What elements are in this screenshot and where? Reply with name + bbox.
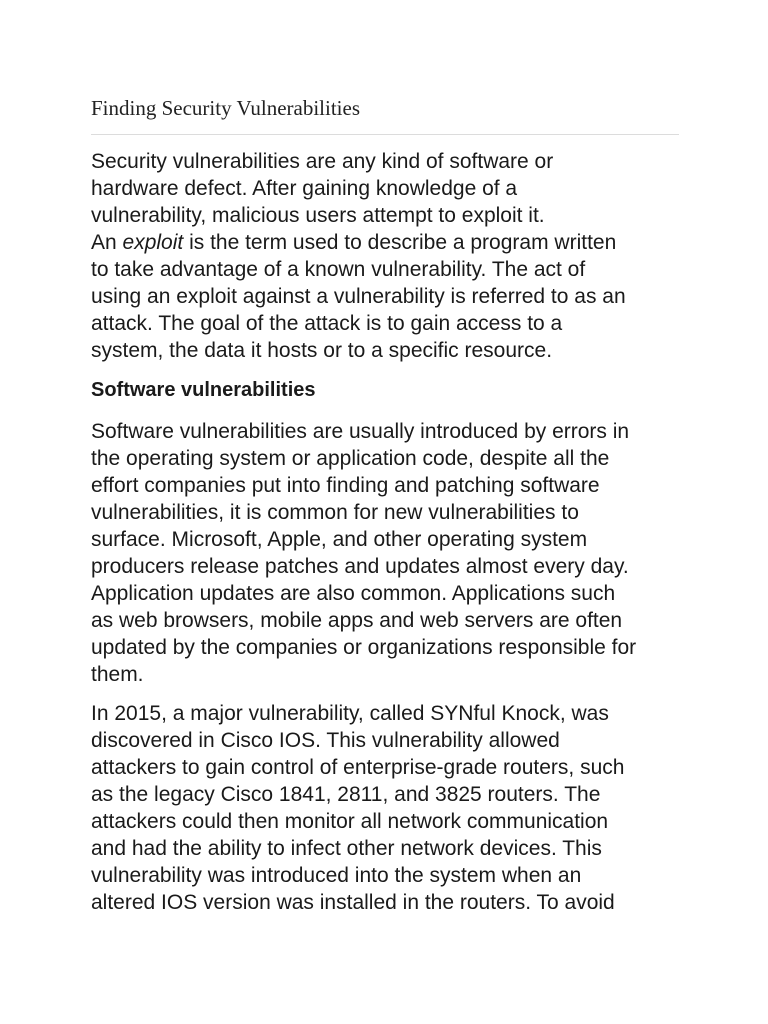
paragraph-spacer: [91, 688, 679, 700]
text-line: attackers to gain control of enterprise-grade routers, such: [91, 756, 625, 779]
exploit-term: exploit: [122, 231, 184, 254]
text-line: Software vulnerabilities are usually introduced by errors in: [91, 420, 630, 443]
text-line: Application updates are also common. Applications such: [91, 582, 616, 605]
synful-knock-paragraph: [91, 700, 679, 916]
text-line: and had the ability to infect other network devices. This: [91, 837, 602, 860]
text-line: hardware defect. After gaining knowledge of a: [91, 177, 518, 200]
text-line: as web browsers, mobile apps and web servers are often: [91, 609, 623, 632]
exploit-prefix: An: [91, 231, 123, 254]
text-line: system, the data it hosts or to a specific resource.: [91, 339, 553, 362]
document-body: [91, 148, 679, 916]
text-line: surface. Microsoft, Apple, and other operating system: [91, 528, 588, 551]
text-line: In 2015, a major vulnerability, called SYNful Knock, was: [91, 702, 609, 725]
text-line: vulnerabilities, it is common for new vulnerabilities to: [91, 501, 579, 524]
text-line: the operating system or application code, despite all the: [91, 447, 610, 470]
text-line: vulnerability, malicious users attempt to exploit it.: [91, 204, 545, 227]
exploit-definition-line: [91, 229, 679, 256]
text-line: altered IOS version was installed in the routers. To avoid: [91, 891, 615, 914]
text-line: updated by the companies or organizations responsible for: [91, 636, 637, 659]
text-line: discovered in Cisco IOS. This vulnerability allowed: [91, 729, 560, 752]
text-line: vulnerability was introduced into the system when an: [91, 864, 582, 887]
software-paragraph: [91, 418, 679, 688]
text-line: to take advantage of a known vulnerability. The act of: [91, 258, 586, 281]
text-line: using an exploit against a vulnerability is referred to as an: [91, 285, 626, 308]
text-line: attackers could then monitor all network communication: [91, 810, 609, 833]
document-title: Finding Security Vulnerabilities: [91, 96, 360, 120]
exploit-suffix: is the term used to describe a program written: [183, 231, 617, 254]
text-line: attack. The goal of the attack is to gain access to a: [91, 312, 563, 335]
intro-paragraph: [91, 148, 679, 364]
text-line: Security vulnerabilities are any kind of software or: [91, 150, 554, 173]
text-line: as the legacy Cisco 1841, 2811, and 3825 routers. The: [91, 783, 601, 806]
title-divider: [91, 134, 679, 135]
text-line: producers release patches and updates almost every day.: [91, 555, 629, 578]
text-line: effort companies put into finding and patching software: [91, 474, 600, 497]
text-line: them.: [91, 663, 144, 686]
section-heading: Software vulnerabilities: [91, 379, 316, 401]
